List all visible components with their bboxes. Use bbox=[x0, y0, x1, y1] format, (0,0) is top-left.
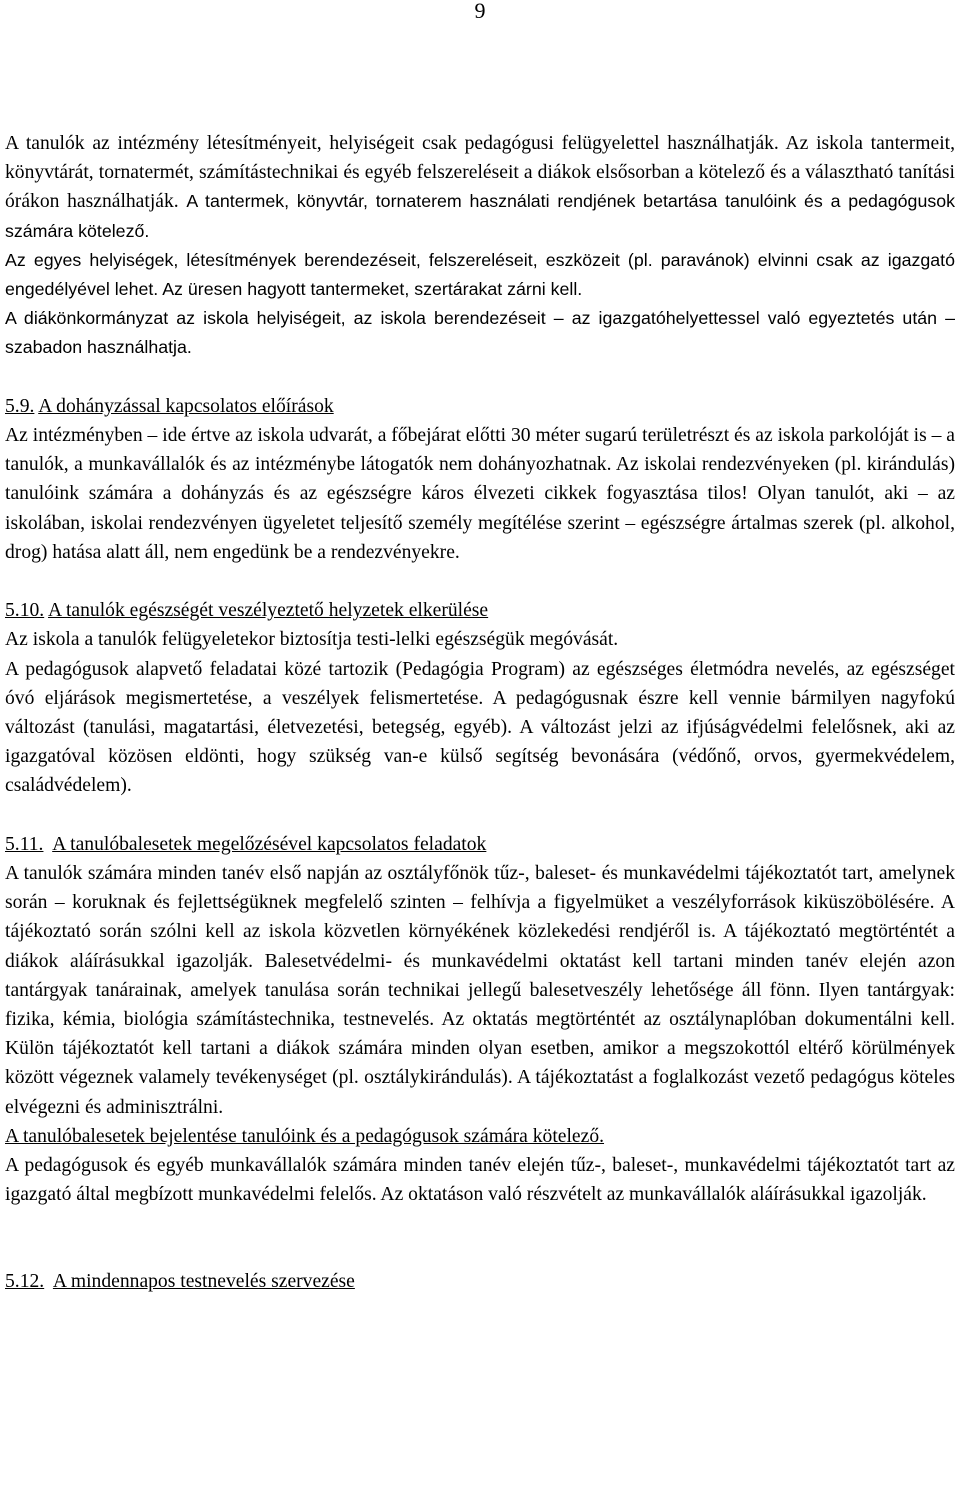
section-5-11-paragraph-2: A pedagógusok és egyéb munkavállalók számára minden tanév elején tűz-, baleset-, munkavédelmi tájékoztatót tart az igazgató által megbízott munkavédelmi felelős. Az oktatáson való részvételt az munkavállalók aláírásukkal igazolják. bbox=[5, 1155, 955, 1206]
intro-paragraph-3: A diákönkormányzat az iskola helyiségeit, az iskola berendezéseit – az igazgatóhelyettessel való egyeztetés után – szabadon használhatja. bbox=[5, 308, 955, 358]
spacer bbox=[5, 363, 955, 392]
spacer bbox=[5, 567, 955, 596]
section-title: A tanulóbalesetek megelőzésével kapcsolatos feladatok bbox=[52, 833, 487, 855]
section-5-11-underlined-note: A tanulóbalesetek bejelentése tanulóink és a pedagógusok számára kötelező. bbox=[5, 1125, 605, 1147]
section-number: 5.9. bbox=[5, 395, 35, 417]
section-title: A dohányzással kapcsolatos előírások bbox=[38, 395, 334, 417]
section-heading-5-11 bbox=[5, 830, 955, 859]
section-number: 5.12. bbox=[5, 1271, 45, 1293]
section-title: A tanulók egészségét veszélyeztető helyzetek elkerülése bbox=[48, 600, 489, 622]
intro-text-sans: A tantermek, könyvtár, tornaterem használati rendjének betartása tanulóink és a pedagógusok számára kötelező. bbox=[5, 191, 956, 241]
spacer bbox=[5, 801, 955, 830]
intro-paragraph-1 bbox=[5, 129, 955, 246]
section-number: 5.10. bbox=[5, 600, 45, 622]
document-body bbox=[5, 129, 955, 1297]
section-title: A mindennapos testnevelés szervezése bbox=[52, 1271, 355, 1293]
section-heading-5-9 bbox=[5, 392, 955, 421]
section-heading-5-10 bbox=[5, 596, 955, 625]
intro-paragraph-2: Az egyes helyiségek, létesítmények berendezéseit, felszereléseit, eszközeit (pl. paravánok) elvinni csak az igazgató engedélyével lehet. Az üresen hagyott tantermeket, szertárakat zárni kell. bbox=[5, 249, 955, 300]
section-5-10-paragraph-1: Az iskola a tanulók felügyeletekor biztosítja testi-lelki egészségük megóvását. bbox=[5, 629, 619, 651]
section-5-11-paragraph-1: A tanulók számára minden tanév első napján az osztályfőnök tűz-, baleset- és munkavédelmi tájékoztatót tart, amelynek során – koruknak és fejlettségüknek megfelelő szinten – felhívja a figyelmüket a veszélyforrások kiküszöbölésére. A tájékoztató során szólni kell az iskola közvetlen környékének közlekedési rendjéről is. A tájékoztató megtörténtét a diákok aláírásukkal igazolják. Balesetvédelmi- és munkavédelmi oktatást kell tartani minden tanév elején azon tantárgyak tanárainak, amelyek tanulása során technikai jellegű balesetveszély lehetősége áll fönn. Ilyen tantárgyak: fizika, kémia, biológia számítástechnika, testnevelés. Az oktatás megtörténtét az osztálynaplóban dokumentálni kell. Külön tájékoztatót kell tartani a diákok számára minden olyan esetben, amikor a megszokottól eltérő körülmények között végeznek valamely tevékenységet (pl. osztálykirándulás). A tájékoztatást a foglalkozást vezető pedagógus köteles elvégezni és adminisztrálni. bbox=[5, 863, 955, 1118]
section-heading-5-12 bbox=[5, 1267, 955, 1296]
section-5-10-paragraph-2: A pedagógusok alapvető feladatai közé tartozik (Pedagógia Program) az egészséges életmódra nevelés, az egészséget óvó eljárások megismertetése, a veszélyek felismertetése. A pedagógusnak észre kell vennie bármilyen nagyfokú változást (tanulási, magatartási, életvezetési, betegség, egyéb). A változást jelzi az ifjúságvédelmi felelősnek, aki az igazgatóval közösen eldönti, hogy szükség van-e külső segítség bevonására (védőnő, orvos, gyermekvédelem, családvédelem). bbox=[5, 658, 955, 797]
spacer bbox=[5, 1209, 955, 1267]
section-number: 5.11. bbox=[5, 833, 44, 855]
page-number: 9 bbox=[474, 0, 486, 23]
intro-text: A tanulók az intézmény létesítményeit, helyiségeit csak pedagógusi felügyelettel használhatják. Az iskola tantermeit, könyvtárát, tornatermét, számítástechnikai és egyéb felszereléseit a diákok elsősorban a kötelező és a választható tanítási órákon használhatják. bbox=[5, 133, 955, 213]
section-5-9-paragraph-1: Az intézményben – ide értve az iskola udvarát, a főbejárat előtti 30 méter sugarú területrészt és az iskola parkolóját is – a tanulók, a munkavállalók és az intézménybe látogatók nem dohányozhatnak. Az iskolai rendezvényeken (pl. kirándulás) tanulóink számára a dohányzás és az egészségre káros élvezeti cikkek fogyasztása tilos! Olyan tanulót, aki – az iskolában, iskolai rendezvényen ügyeletet teljesítő személy megítélése szerint – egészségre ártalmas szerek (pl. alkohol, drog) hatása alatt áll, nem engedünk be a rendezvényekre. bbox=[5, 425, 955, 563]
